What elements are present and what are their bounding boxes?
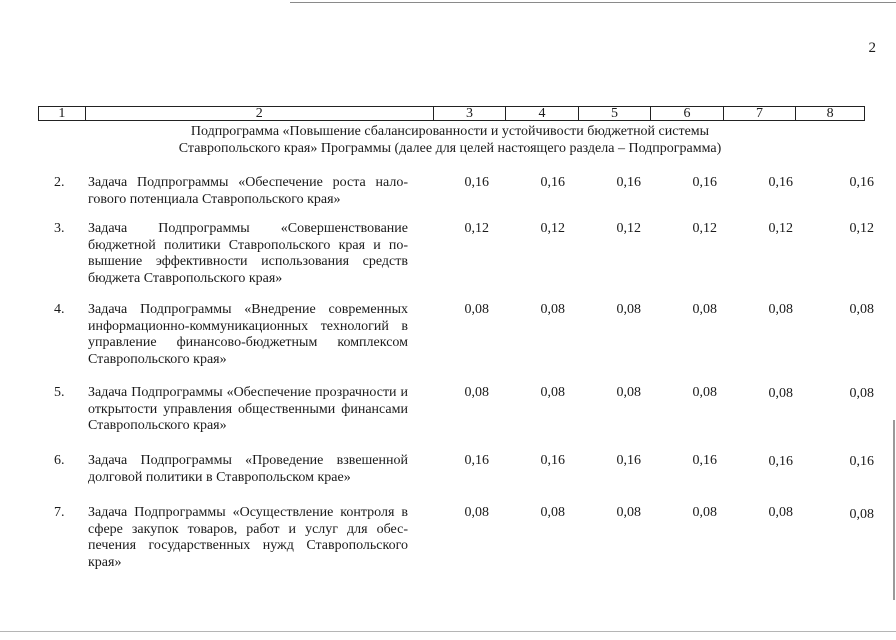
row-value-col6: 0,12 <box>692 221 717 236</box>
row-value-col6: 0,08 <box>692 302 717 317</box>
row-number: 6. <box>54 453 65 468</box>
row-value-col4: 0,16 <box>540 175 565 190</box>
column-header-8: 8 <box>826 106 834 121</box>
column-header-3: 3 <box>434 107 507 120</box>
row-value-col8: 0,08 <box>849 386 874 401</box>
row-value-col7: 0,12 <box>768 221 793 236</box>
scan-edge-right <box>893 420 895 600</box>
column-header-2: 2 <box>86 107 434 120</box>
row-number: 3. <box>54 221 65 236</box>
row-value-col5: 0,08 <box>616 302 641 317</box>
scan-border-top <box>290 2 896 3</box>
row-number: 7. <box>54 505 65 520</box>
row-value-col3: 0,08 <box>464 385 489 400</box>
column-number-header <box>38 106 865 121</box>
row-value-col8: 0,08 <box>849 507 874 522</box>
row-number: 2. <box>54 175 65 190</box>
row-task: Задача Подпрограммы «Осуществление контроля в сфере закупок товаров, работ и услуг для обеспечения государственных нужд Ставропольского края» <box>88 505 408 570</box>
row-number: 4. <box>54 302 65 317</box>
subprogram-title-line-2: Ставропольского края» Программы (далее для целей настоящего раздела – Подпрограмма) <box>178 141 722 156</box>
row-value-col6: 0,08 <box>692 505 717 520</box>
row-value-col8: 0,16 <box>849 454 874 469</box>
row-value-col6: 0,16 <box>692 453 717 468</box>
row-value-col5: 0,16 <box>616 453 641 468</box>
row-value-col4: 0,12 <box>540 221 565 236</box>
column-header-1: 1 <box>39 107 86 120</box>
row-task: Задача Подпрограммы «Внедрение современных информационно-коммуникационных технологий в управление финансово-бюджетным комплексом Ставропольского края» <box>88 302 408 367</box>
row-value-col5: 0,16 <box>616 175 641 190</box>
row-task: Задача Подпрограммы «Проведение взвешенной долговой политики в Ставропольском крае» <box>88 453 408 485</box>
page-number: 2 <box>868 40 876 56</box>
row-value-col4: 0,16 <box>540 453 565 468</box>
scan-border-bottom <box>0 631 896 632</box>
row-value-col7: 0,16 <box>768 454 793 469</box>
row-value-col7: 0,08 <box>768 302 793 317</box>
row-value-col5: 0,08 <box>616 505 641 520</box>
row-value-col6: 0,16 <box>692 175 717 190</box>
row-value-col4: 0,08 <box>540 505 565 520</box>
row-number: 5. <box>54 385 65 400</box>
row-value-col3: 0,16 <box>464 453 489 468</box>
row-value-col6: 0,08 <box>692 385 717 400</box>
row-task: Задача Подпрограммы «Обеспечение роста налогового потенциала Ставропольского края» <box>88 175 408 207</box>
column-header-7: 7 <box>724 107 797 120</box>
row-value-col8: 0,08 <box>849 302 874 317</box>
row-value-col8: 0,16 <box>849 175 874 190</box>
row-value-col7: 0,08 <box>768 386 793 401</box>
row-value-col3: 0,16 <box>464 175 489 190</box>
row-value-col3: 0,08 <box>464 505 489 520</box>
row-value-col7: 0,16 <box>768 175 793 190</box>
row-value-col5: 0,12 <box>616 221 641 236</box>
row-value-col3: 0,08 <box>464 302 489 317</box>
column-header-6: 6 <box>651 107 724 120</box>
subprogram-title-line-1: Подпрограмма «Повышение сбалансированности и устойчивости бюджетной системы <box>190 124 710 139</box>
row-value-col5: 0,08 <box>616 385 641 400</box>
row-value-col7: 0,08 <box>768 505 793 520</box>
column-header-5: 5 <box>579 107 652 120</box>
row-value-col4: 0,08 <box>540 385 565 400</box>
column-header-4: 4 <box>506 107 579 120</box>
row-task: Задача Подпрограммы «Обеспечение прозрачности и открытости управления общественными финансами Ставропольского края» <box>88 385 408 433</box>
row-value-col3: 0,12 <box>464 221 489 236</box>
row-task: Задача Подпрограммы «Совершенствование бюджетной политики Ставропольского края и повышение эффективности использования средств бюджета Ставропольского края» <box>88 221 408 286</box>
row-value-col4: 0,08 <box>540 302 565 317</box>
subprogram-title <box>150 123 750 157</box>
row-value-col8: 0,12 <box>849 221 874 236</box>
